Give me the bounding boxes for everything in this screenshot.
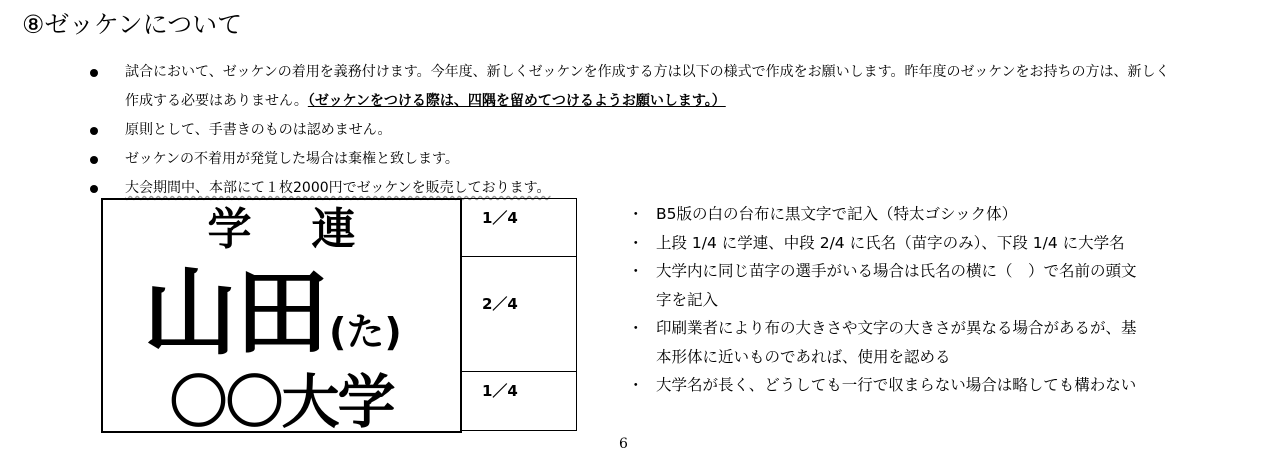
bullet-text: 原則として、手書きのものは認めません。 [125,122,392,138]
ratio-column [462,198,577,431]
note-marker: ・ [628,262,644,280]
list-item [88,58,1248,116]
bib-name-reading: (た) [329,310,402,354]
bib-name-row [143,254,402,374]
note-text: 上段 1/4 に学連、中段 2/4 に氏名（苗字のみ）、下段 1/4 に大学名 [656,233,1125,252]
note-marker: ・ [628,319,644,337]
ratio-cell-middle [462,257,576,372]
bullet-text: ゼッケンの不着用が発覚した場合は棄権と致します。 [125,151,459,167]
ratio-label: 1／4 [482,382,518,400]
ratio-label: 2／4 [482,295,518,313]
note-marker: ・ [628,233,644,252]
requirements-list [88,58,1248,203]
bullet-icon [90,127,98,135]
note-text-line: 印刷業者により布の大きさや文字の大きさが異なる場合があるが、基 [656,319,1137,337]
note-text-line: 字を記入 [656,290,719,309]
note-text-line: 本形体に近いものであれば、使用を認める [656,347,951,366]
ratio-label: 1／4 [482,209,518,227]
bullet-text: 作成する必要はありません。 [125,93,308,109]
note-text: 大学名が長く、どうしても一行で収まらない場合は略しても構わない [656,376,1137,394]
bib-notes [628,200,1268,400]
note-item [628,229,1268,258]
note-marker: ・ [628,376,644,394]
bullet-icon [90,69,98,77]
note-item [628,371,1268,400]
note-text: B5版の白の台布に黒文字で記入（特太ゴシック体） [656,205,1018,223]
note-item [628,314,1268,371]
section-heading: ⑧ゼッケンについて [22,10,243,39]
bib-university: 〇〇大学 [169,368,394,436]
bullet-text-line: 試合において、ゼッケンの着用を義務付けます。今年度、新しくゼッケンを作成する方は以下の様式で作成をお願いします。昨年度のゼッケンをお持ちの方は、新しく [125,64,1170,80]
bib-name: 山田 [143,259,328,368]
bib-top-text: 学連 [207,204,416,255]
bib-sample [101,198,462,436]
bullet-icon [90,185,98,193]
bullet-text: 大会期間中、本部にて１枚2000円でゼッケンを販売しております。 [125,180,551,196]
note-text-line: 大学内に同じ苗字の選手がいる場合は氏名の横に（ ）で名前の頭文 [656,262,1137,280]
note-marker: ・ [628,205,644,223]
list-item [88,145,1248,174]
ratio-cell-bottom [462,372,576,432]
emphasis-note: （ゼッケンをつける際は、四隅を留めてつけるようお願いします。） [307,93,726,109]
note-item [628,200,1268,229]
bullet-text-line [125,87,1248,116]
page-number: 6 [619,436,628,452]
list-item [88,116,1248,145]
ratio-cell-top [462,199,576,257]
note-item [628,257,1268,314]
bullet-icon [90,156,98,164]
